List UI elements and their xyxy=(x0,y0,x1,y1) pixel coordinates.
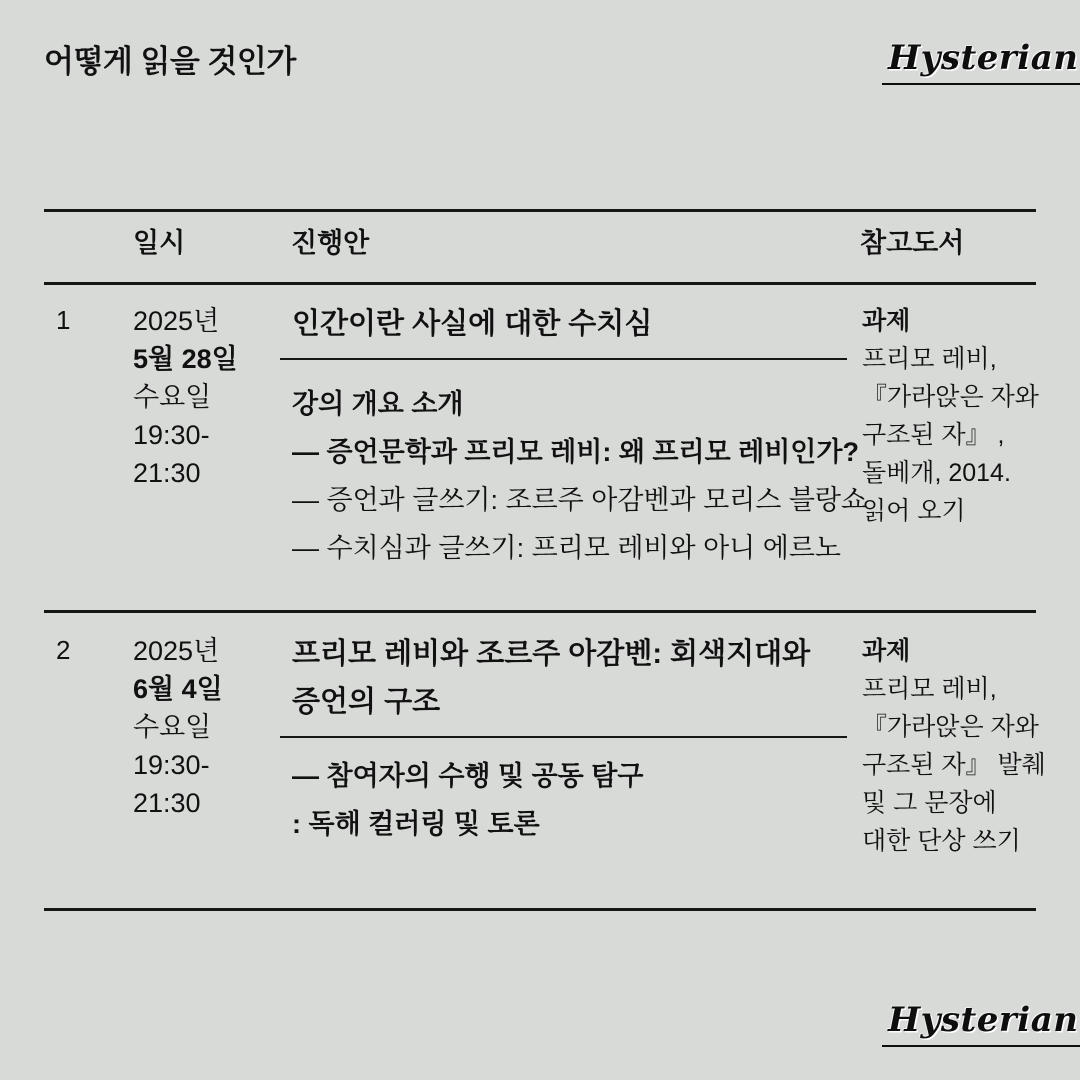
agenda-title: 인간이란 사실에 대한 수치심 xyxy=(292,308,653,340)
column-header-datetime: 일시 xyxy=(133,228,186,258)
agenda-items xyxy=(280,752,847,848)
date-line-day: 6월 4일 xyxy=(133,674,223,704)
session-1-number: 1 xyxy=(56,305,71,335)
date-line-time-start: 19:30- xyxy=(133,420,210,450)
page-title: 어떻게 읽을 것인가 xyxy=(44,44,296,79)
brand-logo-bottom: Hysterian xyxy=(882,1000,1080,1047)
table-top-rule xyxy=(44,209,1036,212)
date-line-year: 2025년 xyxy=(133,636,220,666)
agenda-item: — 증언과 글쓰기: 조르주 아감벤과 모리스 블랑쇼 xyxy=(292,485,868,515)
column-header-agenda: 진행안 xyxy=(291,228,370,258)
column-header-reference: 참고도서 xyxy=(860,228,965,258)
agenda-divider xyxy=(280,358,847,360)
agenda-title-line2: 증언의 구조 xyxy=(292,686,441,718)
reference-line: 프리모 레비, xyxy=(862,345,997,373)
reference-label: 과제 xyxy=(862,637,911,665)
agenda-item: — 참여자의 수행 및 공동 탐구 xyxy=(292,761,644,791)
date-line-time-end: 21:30 xyxy=(133,458,201,488)
reference-line: 돌베개, 2014. xyxy=(862,459,1011,487)
table-header-rule xyxy=(44,282,1036,285)
agenda-item: 강의 개요 소개 xyxy=(292,389,464,419)
agenda-item: — 수치심과 글쓰기: 프리모 레비와 아니 에르노 xyxy=(292,533,841,563)
brand-logo-top: Hysterian xyxy=(882,38,1080,85)
session-1-date xyxy=(133,302,283,492)
agenda-title: 프리모 레비와 조르주 아감벤: 회색지대와 xyxy=(292,638,811,670)
session-1-agenda xyxy=(280,300,868,572)
session-2-date xyxy=(133,632,283,822)
session-2-agenda xyxy=(280,630,847,848)
reference-line: 구조된 자』 발췌 xyxy=(862,751,1046,779)
date-line-day: 5월 28일 xyxy=(133,344,238,374)
reference-line: 및 그 문장에 xyxy=(862,789,997,817)
session-1-reference xyxy=(862,302,1038,530)
reference-line: 『가라앉은 자와 xyxy=(862,713,1039,741)
reference-line: 대한 단상 쓰기 xyxy=(862,827,1021,855)
agenda-divider xyxy=(280,736,847,738)
reference-label: 과제 xyxy=(862,307,911,335)
agenda-item: : 독해 컬러링 및 토론 xyxy=(292,809,540,839)
date-line-time-end: 21:30 xyxy=(133,788,201,818)
agenda-item: — 증언문학과 프리모 레비: 왜 프리모 레비인가? xyxy=(292,437,859,467)
date-line-weekday: 수요일 xyxy=(133,712,212,742)
agenda-items xyxy=(280,380,868,572)
session-2-number: 2 xyxy=(56,635,71,665)
table-bottom-rule xyxy=(44,908,1036,911)
reference-line: 『가라앉은 자와 xyxy=(862,383,1039,411)
reference-line: 프리모 레비, xyxy=(862,675,997,703)
date-line-year: 2025년 xyxy=(133,306,220,336)
reference-line: 구조된 자』 , xyxy=(862,421,1005,449)
table-row-separator-rule xyxy=(44,610,1036,613)
session-2-reference xyxy=(862,632,1046,860)
reference-line: 읽어 오기 xyxy=(862,497,966,525)
date-line-weekday: 수요일 xyxy=(133,382,212,412)
date-line-time-start: 19:30- xyxy=(133,750,210,780)
